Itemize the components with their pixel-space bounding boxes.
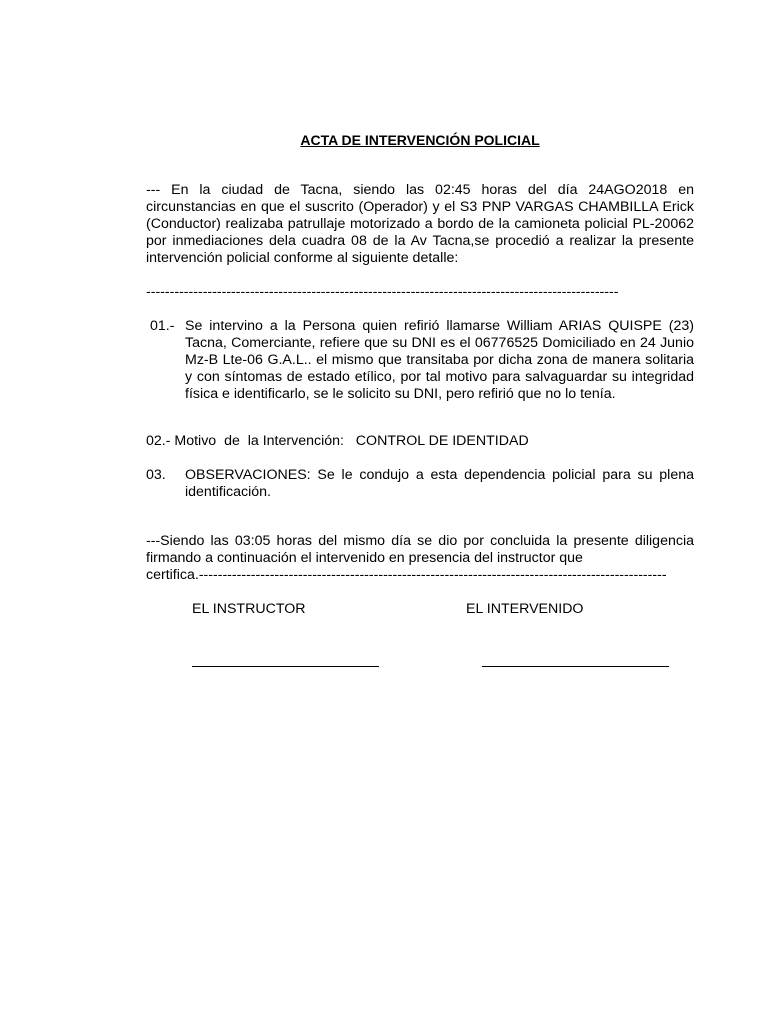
item-01-text: Se intervino a la Persona quien refirió llamarse William ARIAS QUISPE (23) Tacna, Comerciante, refiere que su DNI es el 06776525 Domiciliado en 24 Junio Mz-B Lte-06 G.A.L.. el mismo que transitaba por dicha zona de manera solitaria y con síntomas de estado etílico, por tal motivo para salvaguardar su integridad física e identificarlo, se le solicito su DNI, pero refirió que no lo tenía.: [185, 318, 694, 402]
intervenido-signature-line: [482, 666, 669, 667]
item-03: [146, 467, 694, 501]
item-02-number: 02.-: [146, 433, 171, 449]
closing-text: ---Siendo las 03:05 horas del mismo día se dio por concluida la presente diligencia firmando a continuación el intervenido en presencia del instructor que: [146, 533, 694, 566]
item-01-number: 01.-: [150, 318, 175, 334]
item-01: [146, 318, 694, 403]
item-02-label: Motivo de la Intervención:: [174, 433, 344, 449]
item-03-number: 03.: [146, 467, 166, 483]
intro-paragraph: --- En la ciudad de Tacna, siendo las 02:45 horas del día 24AGO2018 en circunstancias en que el suscrito (Operador) y el S3 PNP VARGAS CHAMBILLA Erick (Conductor) realizaba patrullaje motorizado a bordo de la camioneta policial PL-20062 por inmediaciones dela cuadra 08 de la Av Tacna,se procedió a realizar la presente intervención policial conforme al siguiente detalle:: [146, 182, 694, 266]
closing-tail: certifica.---------------------------------------------------------------------------------------------------: [146, 566, 667, 583]
intervenido-label: EL INTERVENIDO: [466, 601, 584, 617]
item-02: [146, 433, 529, 450]
instructor-signature-line: [192, 666, 379, 667]
item-02-value: CONTROL DE IDENTIDAD: [355, 433, 529, 449]
document-title: ACTA DE INTERVENCIÓN POLICIAL: [300, 132, 540, 148]
instructor-label: EL INSTRUCTOR: [192, 601, 306, 617]
separator-line: ----------------------------------------------------------------------------------------------------: [146, 284, 619, 300]
closing-paragraph: [146, 533, 694, 584]
item-03-text: OBSERVACIONES: Se le condujo a esta dependencia policial para su plena identificación.: [185, 467, 694, 500]
